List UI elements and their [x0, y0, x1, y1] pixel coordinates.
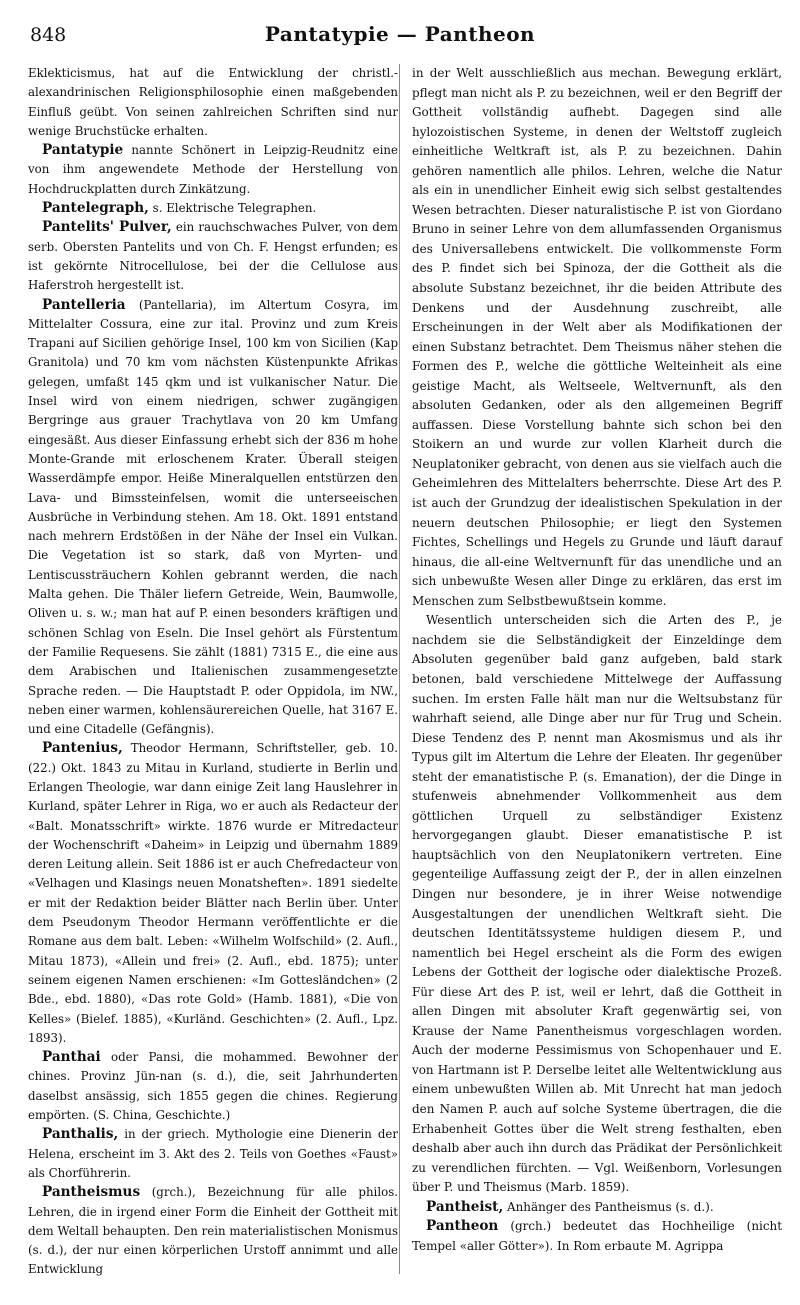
entry-pantelegraph: Pantelegraph, s. Elektrische Telegraphen.: [42, 200, 317, 217]
headword: Pantheismus: [42, 1184, 141, 1201]
headword: Pantelleria: [42, 296, 126, 313]
entry-panthai: Panthai oder Pansi, die mohammed. Bewohner der chines. Provinz Jün-nan (s. d.), die, seit Jahrhunderten daselbst ansässig, sich 1855 gegen die chines. Regierung empörten. (S. China, Geschichte.): [28, 1049, 399, 1123]
entry-pantheismus-paragraph: Wesentlich unterscheiden sich die Arten des P., je nachdem sie die Selbständigkeit der Einzeldinge dem Absoluten gegenüber bald ganz aufgeben, bald stark betonen, bald verschiedene Mittelwege der Auffassung suchen. Im ersten Falle hält man nur die Weltsubstanz für wahrhaft seiend, alle Dinge aber nur für Trug und Schein. Diese Tendenz des P. nennt man Akosmismus und als ihr Typus gilt im Altertum die Lehre der Eleaten. Ihr gegenüber steht der emanatistische P. (s. Emanation), der die Dinge in stufenweis abnehmender Vollkommenheit aus dem göttlichen Urquell zu selbständiger Existenz hervorgegangen glaubt. Dieser emanatistische P. ist hauptsächlich von den Neuplatonikern vertreten. Eine gegenteilige Auffassung zeigt der P., der in allen einzelnen Dingen nur besondere, je in ihrer Weise notwendige Ausgestaltungen der unendlichen Weltkraft sieht. Die deutschen Identitätssysteme huldigen diesem P., und namentlich bei Hegel erscheint als die Form des ewigen Lebens der Gottheit der logische oder dialektische Prozeß. Für diese Art des P. ist, weil er lehrt, daß die Gottheit in allen Dingen mit absoluter Kraft gegenwärtig sei, von Krause der Name Panentheismus vorgeschlagen worden. Auch der moderne Pessimismus von Schopenhauer und E. von Hartmann ist P. Derselbe leitet alle Weltentwicklung aus einem unbewußten Willen ab. Mit Unrecht hat man jedoch den Namen P. auch auf solche Systeme übertragen, die die Erhabenheit Gottes über die Welt streng festhalten, eben deshalb aber auch ihn durch das Prädikat der Persönlichkeit zu verendlichen fürchten. — Vgl. Weißenborn, Vorlesungen über P. und Theismus (Marb. 1859).: [412, 613, 782, 1195]
headword: Pantheist,: [426, 1198, 504, 1215]
headword: Pantelegraph,: [42, 200, 149, 217]
page-header: [28, 20, 772, 54]
entry-pantheist: Pantheist, Anhänger des Pantheismus (s. d.).: [426, 1198, 714, 1215]
entry-pantelits-pulver: Pantelits' Pulver, ein rauchschwaches Pulver, von dem serb. Obersten Pantelits und von Ch. F. Hengst erfunden; es ist gekörnte Nitrocellulose, bei der die Cellulose aus Haferstroh hergestellt ist.: [28, 219, 399, 293]
entry-pantatypie: Pantatypie nannte Schönert in Leipzig-Reudnitz eine von ihm angewendete Methode der Herstellung von Hochdruckplatten durch Zinkätzung.: [28, 142, 398, 196]
page-number: 848: [30, 24, 67, 46]
headword: Pantenius,: [42, 740, 123, 757]
column-divider: [399, 64, 400, 1274]
entry-pantenius: Pantenius, Theodor Hermann, Schriftsteller, geb. 10. (22.) Okt. 1843 zu Mitau in Kurland, studierte in Berlin und Erlangen Theologie, war dann einige Zeit lang Hauslehrer in Kurland, später Lehrer in Riga, wo er auch als Redacteur der «Balt. Monatsschrift» wirkte. 1876 wurde er Mitredacteur der Wochenschrift «Daheim» in Leipzig und übernahm 1889 deren Leitung allein. Seit 1886 ist er auch Chefredacteur von «Velhagen und Klasings neuen Monatsheften». 1891 siedelte er mit der Redaktion beider Blätter nach Berlin über. Unter dem Pseudonym Theodor Hermann veröffentlichte er die Romane aus dem balt. Leben: «Wilhelm Wolfschild» (2. Aufl., Mitau 1873), «Allein und frei» (2. Aufl., ebd. 1875); unter seinem eigenen Namen erschienen: «Im Gottesländchen» (2 Bde., ebd. 1880), «Das rote Gold» (Hamb. 1881), «Die von Kelles» (Bielef. 1885), «Kurländ. Geschichten» (2. Aufl., Lpz. 1893).: [28, 740, 399, 1045]
headword: Panthai: [42, 1049, 101, 1066]
entry-panthalis: Panthalis, in der griech. Mythologie eine Dienerin der Helena, erscheint im 3. Akt des 2. Teils von Goethes «Faust» als Chorführerin.: [28, 1126, 398, 1180]
entry-continuation: Eklekticismus, hat auf die Entwicklung der christl.-alexandrinischen Religionsphilosophie einen maßgebenden Einfluß geübt. Von seinen zahlreichen Schriften sind nur wenige Bruchstücke erhalten.: [28, 66, 398, 138]
entry-pantheismus-continued: in der Welt ausschließlich aus mechan. Bewegung erklärt, pflegt man nicht als P. zu bezeichnen, weil er den Begriff der Gottheit vollständig aufhebt. Dagegen sind alle hylozoistischen Systeme, in denen der Weltstoff zugleich einheitliche Weltkraft ist, als P. zu bezeichnen. Dahin gehören namentlich alle philos. Lehren, welche die Natur als ein in unendlicher Einheit ewig sich selbst gestaltendes Wesen betrachten. Dieser naturalistische P. ist von Giordano Bruno in seiner Lehre von dem allumfassenden Organismus des Universallebens entwickelt. Die vollkommenste Form des P. findet sich bei Spinoza, der die Gottheit als die absolute Substanz bezeichnet, ihr die beiden Attribute des Denkens und der Ausdehnung zuschreibt, alle Erscheinungen in der Welt aber als Modifikationen der einen Substanz betrachtet. Dem Theismus näher stehen die Formen des P., welche die göttliche Welteinheit als eine geistige Macht, als Weltseele, Weltvernunft, als den absoluten Gedanken, oder als den allgemeinen Begriff auffassen. Diese Vorstellung bahnte sich schon bei den Stoikern an und wurde zur vollen Klarheit durch die Neuplatoniker gebracht, von denen aus sie vielfach auch die Geheimlehren des Mittelalters beherrschte. Diese Art des P. ist auch der Grundzug der idealistischen Spekulation in der neuern deutschen Philosophie; er liegt den Systemen Fichtes, Schellings und Hegels zu Grunde und läuft darauf hinaus, die all-eine Weltvernunft für das unendliche und an sich unbewußte Wesen aller Dinge zu erklären, das erst im Menschen zum Selbstbewußtsein komme.: [412, 66, 782, 608]
left-column: [28, 64, 398, 1280]
headword: Panthalis,: [42, 1126, 119, 1143]
right-column: [412, 64, 782, 1256]
entry-pantelleria: Pantelleria (Pantellaria), im Altertum Cosyra, im Mittelalter Cossura, eine zur ital. Provinz und zum Kreis Trapani auf Sicilien gehörige Insel, 100 km von Sicilien (Kap Granitola) und 70 km vom nächsten Küstenpunkte Afrikas gelegen, umfaßt 145 qkm und ist vulkanischer Natur. Die Insel wird von einem niedrigen, schwer zugängigen Bergringe aus grauer Trachytlava von 20 km Umfang eingesäßt. Aus dieser Einfassung erhebt sich der 836 m hohe Monte-Grande mit erloschenem Krater. Überall steigen Wasserdämpfe empor. Heiße Mineralquellen entstürzen den Lava- und Bimssteinfelsen, womit die unterseeischen Ausbrüche in Verbindung stehen. Am 18. Okt. 1891 entstand nach mehrern Erdstößen in der Nähe der Insel ein Vulkan. Die Vegetation ist so stark, daß von Myrten- und Lentiscussträuchern Kohlen gebrannt werden, die nach Malta gehen. Die Thäler liefern Getreide, Wein, Baumwolle, Oliven u. s. w.; man hat auf P. einen besonders kräftigen und schönen Schlag von Eseln. Die Insel gehört als Fürstentum der Familie Requesens. Sie zählt (1881) 7315 E., die eine aus dem Arabischen und Italienischen zusammengesetzte Sprache reden. — Die Hauptstadt P. oder Oppidola, im NW., neben einer warmen, kohlensäurereichen Quelle, hat 3167 E. und eine Citadelle (Gefängnis).: [28, 296, 399, 737]
entry-pantheon: Pantheon (grch.) bedeutet das Hochheilige (nicht Tempel «aller Götter»). In Rom erbaute M. Agrippa: [412, 1218, 782, 1253]
headword: Pantelits' Pulver,: [42, 219, 172, 236]
entry-pantheismus: Pantheismus (grch.), Bezeichnung für alle philos. Lehren, die in irgend einer Form die Einheit der Gottheit mit dem Weltall behaupten. Den rein materialistischen Monismus (s. d.), der nur einen körperlichen Urstoff annimmt und alle Entwicklung: [28, 1184, 398, 1277]
headword: Pantatypie: [42, 142, 124, 159]
running-head: Pantatypie — Pantheon: [264, 22, 536, 46]
headword: Pantheon: [426, 1218, 499, 1235]
